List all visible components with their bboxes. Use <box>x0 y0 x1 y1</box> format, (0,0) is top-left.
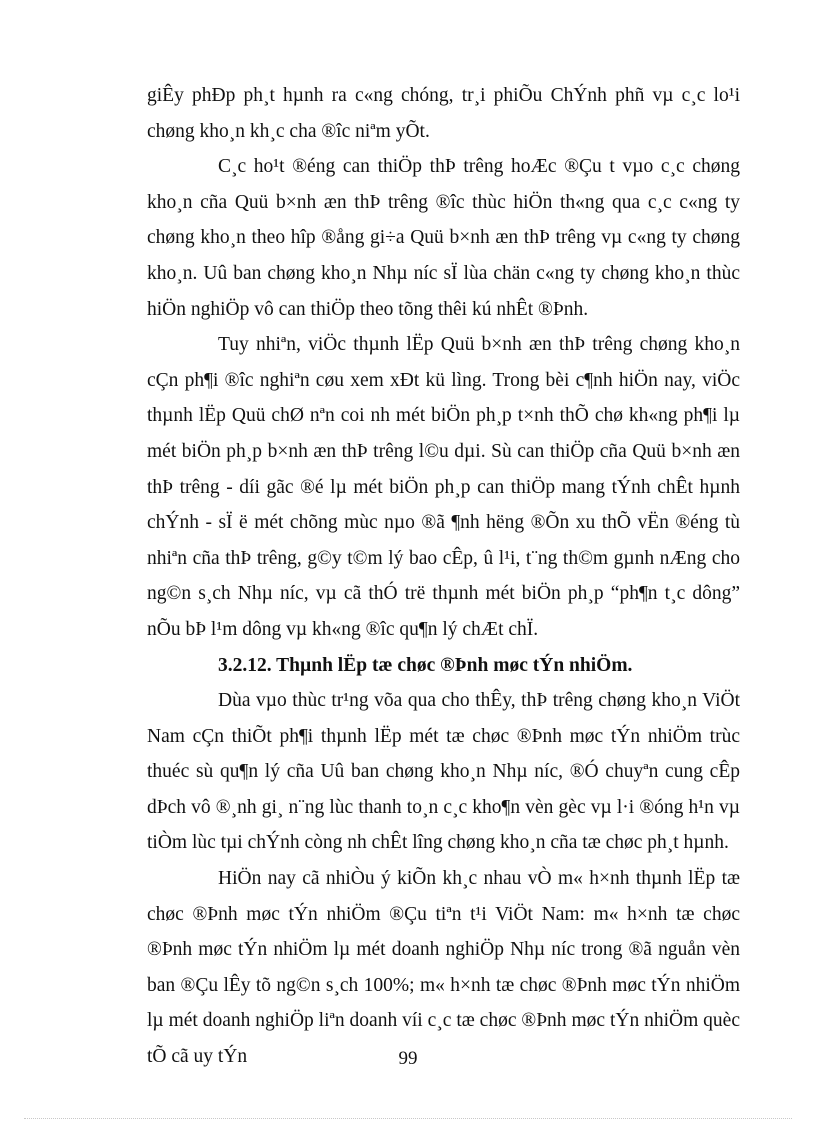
paragraph-3: Tuy nhiªn, viÖc thµnh lËp Quü b×nh æn thÞ trêng chøng kho¸n cÇn ph¶i ®îc nghiªn cøu xem xÐt kü lìng. Trong bèi c¶nh hiÖn nay, viÖc thµnh lËp Quü chØ nªn coi nh mét biÖn ph¸p t×nh thÕ chø kh«ng ph¶i lµ mét biÖn ph¸p b×nh æn thÞ trêng l©u dµi. Sù can thiÖp cña Quü b×nh æn thÞ trêng - díi gãc ®é lµ mét biÖn ph¸p can thiÖp mang tÝnh chÊt hµnh chÝnh - sÏ ë mét chõng mùc nµo ®ã ¶nh hëng ®Õn xu thÕ vËn ®éng tù nhiªn cña thÞ trêng, g©y t©m lý bao cÊp, û l¹i, t¨ng th©m gµnh nÆng cho ng©n s¸ch Nhµ níc, vµ cã thÓ trë thµnh mét biÖn ph¸p “ph¶n t¸c dông” nÕu bÞ l¹m dông vµ kh«ng ®îc qu¶n lý chÆt chÏ. <box>147 334 740 640</box>
paragraph-4: Dùa vµo thùc tr¹ng võa qua cho thÊy, thÞ trêng chøng kho¸n ViÖt Nam cÇn thiÕt ph¶i thµnh lËp mét tæ chøc ®Þnh møc tÝn nhiÖm trùc thuéc sù qu¶n lý cña Uû ban chøng kho¸n Nhµ níc, ®Ó chuyªn cung cÊp dÞch vô ®¸nh gi¸ n¨ng lùc thanh to¸n c¸c kho¶n vèn gèc vµ l·i ®óng h¹n vµ tiÒm lùc tµi chÝnh còng nh chÊt lîng chøng kho¸n cña tæ chøc ph¸t hµnh. <box>147 690 740 854</box>
body-text <box>147 78 740 1075</box>
section-heading: 3.2.12. Thµnh lËp tæ chøc ®Þnh møc tÝn nhiÖm. <box>218 654 633 676</box>
paragraph-2: C¸c ho¹t ®éng can thiÖp thÞ trêng hoÆc ®Çu t vµo c¸c chøng kho¸n cña Quü b×nh æn thÞ trêng ®îc thùc hiÖn th«ng qua c¸c c«ng ty chøng kho¸n theo hîp ®ång gi÷a Quü b×nh æn thÞ trêng vµ c«ng ty chøng kho¸n. Uû ban chøng kho¸n Nhµ níc sÏ lùa chän c«ng ty chøng kho¸n thùc hiÖn nghiÖp vô can thiÖp theo tõng thêi kú nhÊt ®Þnh. <box>147 156 740 320</box>
paragraph-5: HiÖn nay cã nhiÒu ý kiÕn kh¸c nhau vÒ m« h×nh thµnh lËp tæ chøc ®Þnh møc tÝn nhiÖm ®Çu tiªn t¹i ViÖt Nam: m« h×nh tæ chøc ®Þnh møc tÝn nhiÖm lµ mét doanh nghiÖp Nhµ níc trong ®ã nguån vèn ban ®Çu lÊy tõ ng©n s¸ch 100%; m« h×nh tæ chøc ®Þnh møc tÝn nhiÖm lµ mét doanh nghiÖp liªn doanh víi c¸c tæ chøc ®Þnh møc tÝn nhiÖm quèc tÕ cã uy tÝn <box>147 868 740 1068</box>
footer-divider <box>24 1118 792 1119</box>
page-number: 99 <box>398 1048 418 1069</box>
paragraph-1: giÊy phÐp ph¸t hµnh ra c«ng chóng, tr¸i phiÕu ChÝnh phñ vµ c¸c lo¹i chøng kho¸n kh¸c cha ®îc niªm yÕt. <box>147 85 740 142</box>
